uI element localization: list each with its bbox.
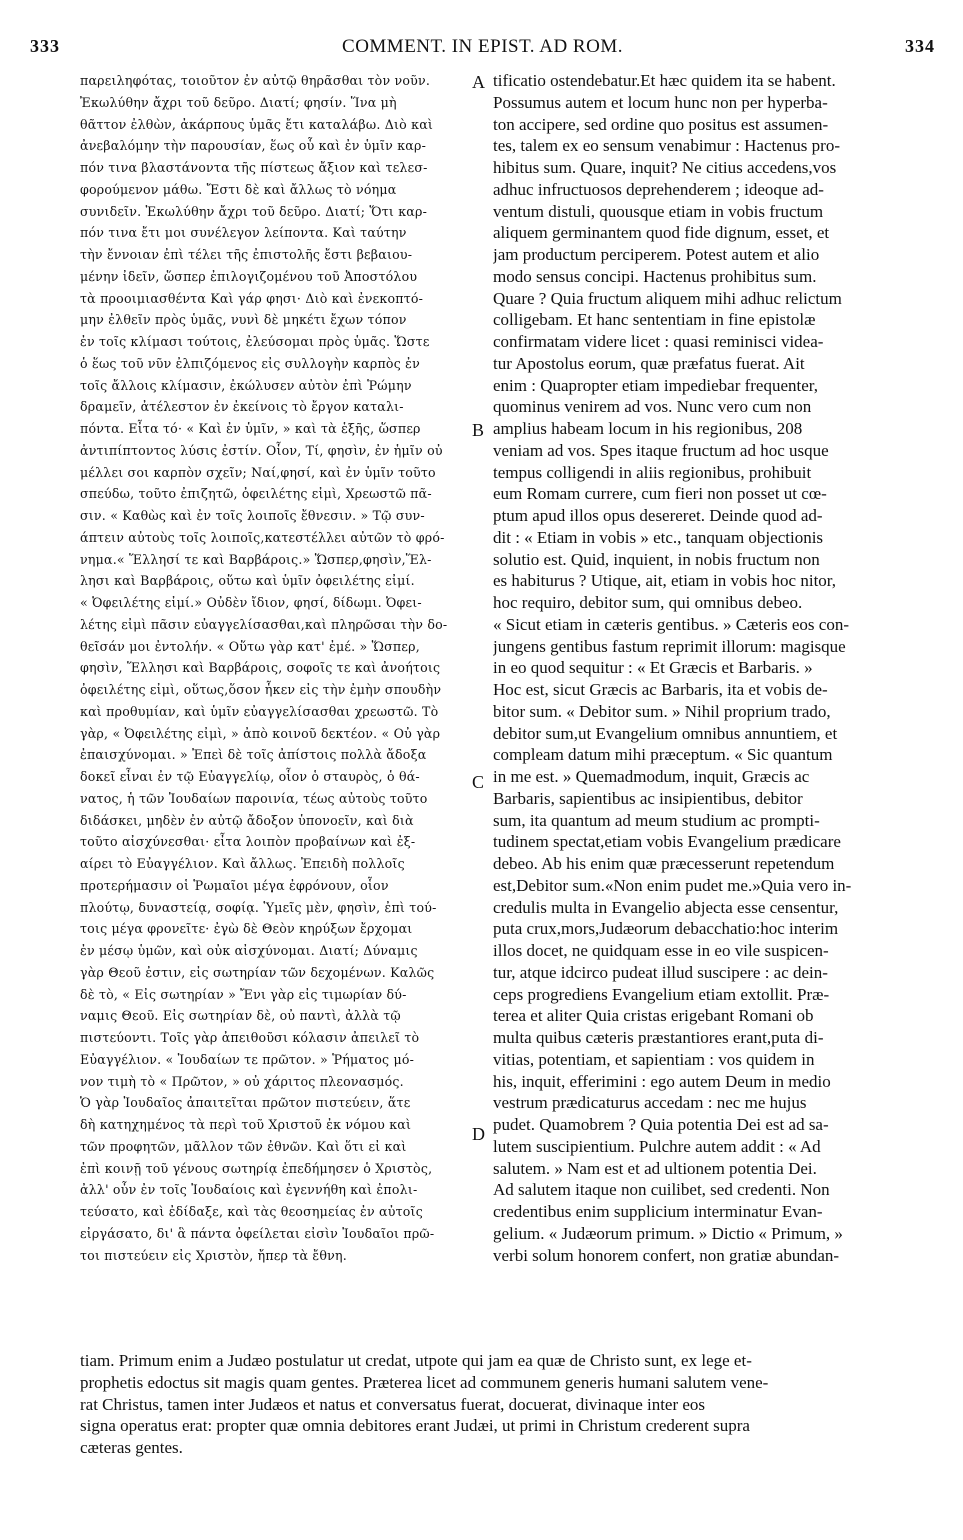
latin-text-line: Ad salutem itaque non cuilibet, sed credenti. Non <box>493 1180 830 1200</box>
latin-text-line: tur, atque idcirco pudeat illud suscipere : ac dein- <box>493 962 828 982</box>
greek-text-line: γὰρ Θεοῦ ἐστιν, εἰς σωτηρίαν τῶν δεχομένων. Καλῶς <box>80 964 435 980</box>
latin-text-line: confirmatam videre licet : quasi reminisci videa- <box>493 332 824 351</box>
page-number-right: 334 <box>905 36 935 56</box>
latin-text-line: debitor sum,ut Evangelium omnibus annuntiem, et <box>493 723 838 743</box>
running-title: COMMENT. IN EPIST. AD ROM. <box>342 36 623 57</box>
greek-text-line: μέλλει σοι καρπὸν σχεῖν; Ναί,φησί, καὶ ἐν ὑμῖν τοῦτο <box>80 464 436 480</box>
greek-text-line: δὲ τὸ, « Εἰς σωτηρίαν » Ἔνι γὰρ εἰς τιμωρίαν δύ- <box>80 986 407 1002</box>
greek-text-line: τὰ προοιμιασθέντα Καὶ γάρ φησι· Διὸ καὶ ἐνεκοπτό- <box>80 290 424 306</box>
greek-text-line: ὀφειλέτης εἰμὶ, οὕτως,ὅσον ἧκεν εἰς τὴν ἐμὴν σπουδὴν <box>80 682 442 697</box>
greek-text-line: πόν τινα βλαστάνοντα τῆς πίστεως ἄξιον καὶ τελεσ- <box>80 160 428 175</box>
greek-text-line: αίρει τὸ Εὐαγγέλιον. Καὶ ἄλλως. Ἐπειδὴ πολλοῖς <box>80 856 405 871</box>
greek-text-line: μην ἐλθεῖν πρὸς ὑμᾶς, νυνὶ δὲ μηκέτι ἔχων τόπον <box>80 312 407 328</box>
greek-text-line: νον τιμὴ τὸ « Πρῶτον, » οὐ χάριτος πλεονασμός. <box>80 1073 404 1089</box>
latin-text-line: est,Debitor sum.«Non enim pudet me.»Quia vero in- <box>493 875 852 895</box>
full-width-paragraph <box>80 1350 940 1459</box>
greek-text-line: Ἐκωλύθην ἄχρι τοῦ δεῦρο. Διατί; φησίν. Ἵνα μὴ <box>80 94 397 110</box>
greek-text-line: θᾶττον ἐλθὼν, ἀκάρπους ὑμᾶς ἔτι καταλάβω. Διὸ καὶ <box>80 116 434 132</box>
latin-text-line: quominus venirem ad vos. Nunc vero cum non <box>493 397 812 417</box>
greek-text-line: σπεύδω, τοῦτο ἐπιζητῶ, ὀφειλέτης εἰμὶ, Χρεωστῶ πᾶ- <box>80 486 432 502</box>
latin-text-line: terea et aliter Quia cristas erigebant Romani ob <box>493 1006 814 1026</box>
greek-text-line: τοις μέγα φρονεῖτε· ἐγὼ δὲ Θεὸν κηρύξων ἔρχομαι <box>80 921 413 937</box>
latin-text-line: ton accipere, sed ordine quo positus est assumen- <box>493 114 829 134</box>
full-width-text-line: prophetis edoctus sit magis quam gentes. Præterea licet ad communem generis humani salutem vene- <box>80 1372 769 1392</box>
greek-text-line: ἐν μέσῳ ὑμῶν, καὶ οὐκ αἰσχύνομαι. Διατί; Δύναμις <box>80 943 418 958</box>
full-width-text-line: cæteras gentes. <box>80 1438 183 1457</box>
latin-text-line: credentibus enim supplicium interminatur Evan- <box>493 1202 823 1221</box>
latin-text-line: tudinem spectat,etiam vobis Evangelium prædicare <box>493 832 841 852</box>
greek-text-line: εἰργάσατο, δι' ἃ πάντα ὀφείλεται εἰσὶν Ἰουδαῖοι πρῶ- <box>80 1225 435 1241</box>
latin-text-line: jungens gentibus fastum reprimit illorum: magisque <box>493 636 846 656</box>
greek-text-line: άπτειν αὐτοὺς τοῖς λοιποῖς,κατεστέλλει αὐτῶν τὸ φρό- <box>80 529 445 545</box>
latin-text-line: vitias, potentiam, et sapientiam : vos quidem in <box>493 1049 815 1069</box>
section-marker-b: B <box>472 420 485 440</box>
latin-text-line: debeo. Ab his enim quæ præcesserunt repetendum <box>493 854 835 873</box>
page-header <box>30 36 935 60</box>
latin-text-line: credulis multa in Evangelio abjecta esse censentur, <box>493 897 839 917</box>
greek-text-line: πιστεύοντι. Τοῖς γὰρ ἀπειθοῦσι κόλασιν ἀπειλεῖ τὸ <box>80 1030 420 1045</box>
full-width-text-line: signa operatus erat: propter quæ omnia debitores erant Judæi, ut primi in Christum crederent supra <box>80 1416 750 1436</box>
latin-text-line: sum, ita quantum ad meum studium ac prompti- <box>493 810 820 830</box>
latin-text-line: pudet. Quamobrem ? Quia potentia Dei est ad sa- <box>493 1115 829 1134</box>
greek-text-line: δραμεῖν, ἀτέλεστον ἐν ἐκείνοις τὸ ἔργον καταλι- <box>80 399 404 415</box>
latin-text-line: hibitus sum. Quare, inquit? Ne citius accedens,vos <box>493 158 837 177</box>
latin-text-line: « Sicut etiam in cæteris gentibus. » Cæteris eos con- <box>493 614 850 634</box>
full-width-text-line: rat Christus, tamen inter Judæos et natus et conversatus fuerat, docuerat, divinaque inter eos <box>80 1394 706 1414</box>
greek-text-line: ἀνεβαλόμην τὴν παρουσίαν, ἕως οὗ καὶ ἐν ὑμῖν καρ- <box>80 138 427 154</box>
greek-text-line: παρειληφότας, τοιοῦτον ἐν αὐτῷ θηρᾶσθαι τὸν νοῦν. <box>80 73 431 88</box>
greek-text-line: νημα.« Ἕλλησί τε καὶ Βαρβάροις.» Ὥσπερ,φησὶν,Ἕλ- <box>80 551 432 567</box>
section-marker-d: D <box>472 1124 485 1144</box>
greek-text-line: διδάσκει, μηδὲν ἐν αὐτῷ ἄδοξον ὑπονοεῖν, καὶ διὰ <box>80 812 414 828</box>
greek-text-line: μένην ἰδεῖν, ὥσπερ ἐπιλογιζομένου τοῦ Ἀποστόλου <box>80 268 418 284</box>
greek-text-line: ἀντιπίπτοντος λύσις ἐστίν. Οἷον, Τί, φησὶν, ἐν ἡμῖν οὐ <box>80 442 443 458</box>
latin-text-line: tempus colligendi in aliis regionibus, prohibuit <box>493 462 812 482</box>
greek-text-line: φορούμενον μάθω. Ἔστι δὲ καὶ ἄλλως τὸ νόημα <box>80 181 397 197</box>
greek-column <box>80 70 470 1266</box>
greek-text-line: δὴ κατηχημένος τὰ περὶ τοῦ Χριστοῦ ἐκ νόμου καὶ <box>80 1117 412 1132</box>
latin-text-line: modo sensus concipi. Hactenus prohibitus sum. <box>493 266 817 286</box>
latin-text-line: gelium. « Judæorum primum. » Dictio « Primum, » <box>493 1223 843 1243</box>
latin-text-line: in me est. » Quemadmodum, inquit, Græcis ac <box>493 767 810 786</box>
greek-text-line: θεῖσάν μοι ἐντολήν. « Οὕτω γὰρ κατ' ἐμέ. » Ὥσπερ, <box>80 638 420 654</box>
latin-text-line: ptum apud illos opus desereret. Deinde quod ad- <box>493 506 823 525</box>
latin-text-line: enim : Quapropter etiam impediebar frequenter, <box>493 375 819 395</box>
greek-text-line: λέτης εἰμὶ πᾶσιν εὐαγγελίσασθαι,καὶ πληρῶσαι τὴν δο- <box>80 616 448 632</box>
latin-text-line: adhuc infructuosos deprehenderem ; ideoque ad- <box>493 179 824 199</box>
greek-text-line: ἐπαισχύνομαι. » Ἐπεὶ δὲ τοῖς ἀπίστοις πολλὰ ἄδοξα <box>80 747 427 763</box>
latin-text-line: amplius habeam locum in his regionibus, 208 <box>493 419 803 438</box>
latin-text-line: aliquem germinantem quod fide dignum, esset, et <box>493 223 830 243</box>
latin-text-line: lutem suscipientium. Pulchre autem addit : « Ad <box>493 1136 821 1156</box>
latin-text-line: Possumus autem et locum hunc non per hyperba- <box>493 92 828 112</box>
latin-text-line: Hoc est, sicut Græcis ac Barbaris, ita et vobis de- <box>493 680 828 699</box>
greek-text-line: συνιδεῖν. Ἐκωλύθην ἄχρι τοῦ δεῦρο. Διατί; Ὅτι καρ- <box>80 203 428 219</box>
greek-text-line: ἐν τοῖς κλίμασι τούτοις, ἐλεύσομαι πρὸς ὑμᾶς. Ὥστε <box>80 334 430 349</box>
latin-text-line: verbi solum honorem confert, non gratiæ abundan- <box>493 1245 840 1265</box>
section-marker-c: C <box>472 772 485 792</box>
greek-text-line: γὰρ, « Ὀφειλέτης εἰμὶ, » ἀπὸ κοινοῦ δεκτέον. « Οὐ γὰρ <box>80 725 441 741</box>
latin-text-line: es habiturus ? Utique, ait, etiam in vobis hoc nitor, <box>493 571 837 591</box>
greek-text-line: σιν. « Καθὼς καὶ ἐν τοῖς λοιποῖς ἔθνεσιν. » Τῷ συν- <box>80 508 425 523</box>
greek-text-line: τεύσατο, καὶ ἐδίδαξε, καὶ τὰς θεοσημείας ἐν αὐτοῖς <box>80 1204 423 1219</box>
latin-text-line: in eo quod sequitur : « Et Græcis et Barbaris. » <box>493 658 813 678</box>
greek-text-line: τῶν προφητῶν, μᾶλλον τῶν ἐθνῶν. Καὶ ὅτι εἰ καὶ <box>80 1138 407 1154</box>
greek-text-line: Ὁ γὰρ Ἰουδαῖος ἀπαιτεῖται πρῶτον πιστεύειν, ἅτε <box>80 1095 411 1111</box>
latin-text-line: tificatio ostendebatur.Et hæc quidem ita se habent. <box>493 71 836 90</box>
latin-text-line: Quare ? Quia fructum aliquem mihi adhuc relictum <box>493 288 842 308</box>
greek-text-line: τοῦτο αἰσχύνεσθαι· εἶτα λοιπὸν προβαίνων καὶ ἐξ- <box>80 834 416 850</box>
latin-text-line: vestrum prædicaturus accedam : nec me hujus <box>493 1093 807 1113</box>
latin-text-line: tur Apostolus eorum, quæ præfatus fuerat. Ait <box>493 353 805 373</box>
latin-text-line: compleam datum mihi præceptum. « Sic quantum <box>493 745 833 765</box>
latin-text-line: hoc requiro, debitor sum, qui omnibus debeo. <box>493 593 803 612</box>
latin-text-line: his, inquit, efferimini : ego autem Deum in medio <box>493 1071 831 1091</box>
greek-text-line: πλούτῳ, δυναστείᾳ, σοφίᾳ. Ὑμεῖς μὲν, φησὶν, ἐπὶ τού- <box>80 899 437 915</box>
latin-text-line: dit : « Etiam in vobis » etc., tanquam objectionis <box>493 527 824 547</box>
greek-text-line: ἀλλ' οὖν ἐν τοῖς Ἰουδαίοις καὶ ἐγεννήθη καὶ ἐπολι- <box>80 1182 418 1198</box>
latin-text-line: eum Romam currere, cum fieri non posset ut cœ- <box>493 484 827 504</box>
greek-text-line: φησὶν, Ἕλλησι καὶ Βαρβάροις, σοφοῖς τε καὶ ἀνοήτοις <box>80 660 441 676</box>
latin-text-line: tes, talem ex eo sensum venabimur : Hactenus pro- <box>493 136 840 156</box>
full-width-text-line: tiam. Primum enim a Judæo postulatur ut credat, utpote qui jam ea quæ de Christo sunt, ex lege et- <box>80 1351 752 1370</box>
greek-text-line: ὁ ἕως τοῦ νῦν ἐλπιζόμενος εἰς συλλογὴν καρπὸς ἐν <box>80 355 420 371</box>
greek-text-line: Εὐαγγέλιον. « Ἰουδαίων τε πρῶτον. » Ῥήματος μό- <box>80 1051 415 1067</box>
latin-text-line: puta crux,mors,Judæorum debacchatio:hoc interim <box>493 919 839 939</box>
latin-text-line: colligebam. Et hanc sententiam in fine epistolæ <box>493 310 816 330</box>
greek-text-line: ναμις Θεοῦ. Εἰς σωτηρίαν δὲ, οὐ παντὶ, ἀλλὰ τῷ <box>80 1008 401 1024</box>
greek-text-line: πόν τινα ἔτι μοι συνέλεγον λείποντα. Καὶ ταύτην <box>80 225 407 241</box>
latin-text-line: ceps progrediens Evangelium etiam extollit. Præ- <box>493 984 830 1004</box>
latin-column <box>493 70 933 1266</box>
greek-text-line: νατος, ἡ τῶν Ἰουδαίων παροινία, τέως αὐτοὺς τοῦτο <box>80 790 428 806</box>
latin-text-line: solutio est. Quid, inquient, in nobis fructum non <box>493 549 820 569</box>
greek-text-line: « Ὀφειλέτης εἰμί.» Οὐδὲν ἴδιον, φησί, δίδωμι. Ὀφει- <box>80 595 422 610</box>
latin-text-line: bitor sum. « Debitor sum. » Nihil proprium trado, <box>493 701 831 721</box>
latin-text-line: Barbaris, sapientibus ac insipientibus, debitor <box>493 788 803 808</box>
latin-text-line: ventum distuli, quousque etiam in vobis fructum <box>493 201 824 221</box>
greek-text-line: λησι καὶ Βαρβάροις, οὕτω καὶ ὑμῖν ὀφειλέτης εἰμί. <box>80 573 415 589</box>
greek-text-line: καὶ προθυμίαν, καὶ ὑμῖν εὐαγγελίσασθαι χρεωστῶ. Τὸ <box>80 703 439 719</box>
greek-text-line: πόντα. Εἶτα τό· « Καὶ ἐν ὑμῖν, » καὶ τὰ ἑξῆς, ὥσπερ <box>80 421 421 436</box>
latin-text-line: illos docet, ne quidquam esse in eo vile suspicen- <box>493 941 829 960</box>
latin-text-line: multa quibus cæteris præstantiores erant,puta di- <box>493 1028 824 1047</box>
latin-text-line: jam productum perciperem. Potest autem et alio <box>493 245 820 264</box>
greek-text-line: ἐπὶ κοινῇ τοῦ γένους σωτηρίᾳ ἐπεδήμησεν ὁ Χριστὸς, <box>80 1160 433 1176</box>
greek-text-line: τοι πιστεύειν εἰς Χριστὸν, ἤπερ τὰ ἔθνη. <box>80 1247 347 1263</box>
greek-text-line: τὴν ἔννοιαν ἐπὶ τέλει τῆς ἐπιστολῆς ἔστι βεβαιου- <box>80 247 413 262</box>
latin-text-line: salutem. » Nam est et ad ultionem potentia Dei. <box>493 1158 817 1178</box>
page-number-left: 333 <box>30 36 60 56</box>
greek-text-line: δοκεῖ εἶναι ἐν τῷ Εὐαγγελίῳ, οἷον ὁ σταυρὸς, ὁ θά- <box>80 769 420 784</box>
greek-text-line: τοῖς ἄλλοις κλίμασιν, ἐκώλυσεν αὐτὸν ἐπὶ Ῥώμην <box>80 377 412 393</box>
section-marker-a: A <box>472 72 485 92</box>
greek-text-line: προτερήμασιν οἱ Ῥωμαῖοι μέγα ἐφρόνουν, οἷον <box>80 877 389 893</box>
latin-text-line: veniam ad vos. Spes itaque fructum ad hoc usque <box>493 440 829 460</box>
